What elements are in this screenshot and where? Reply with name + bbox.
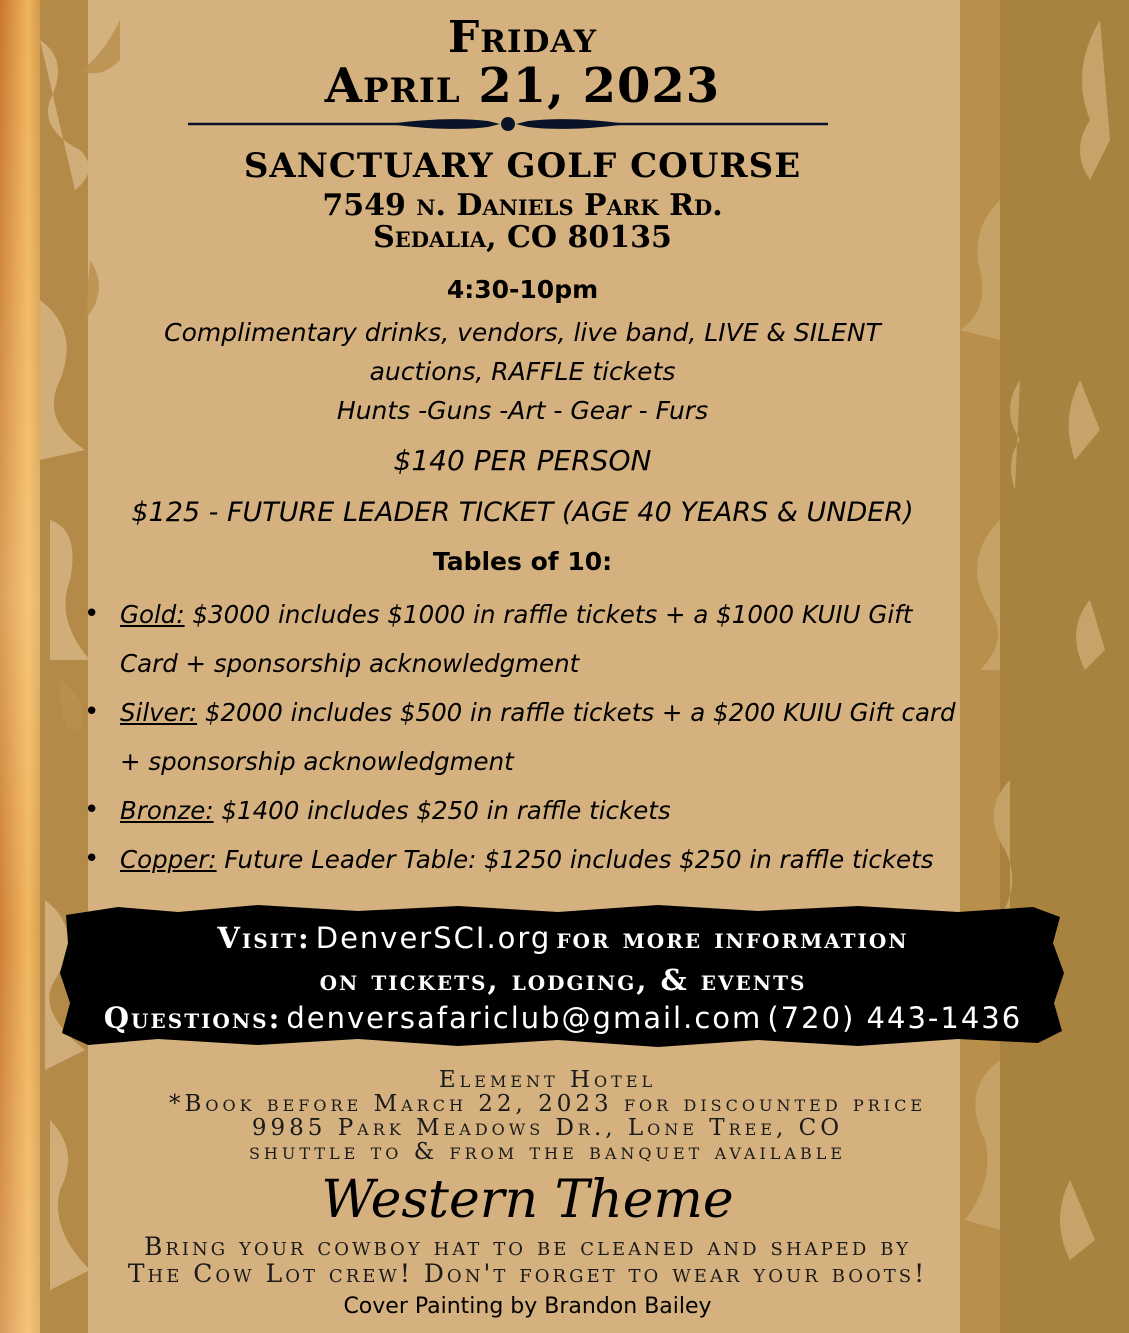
venue-address-street: 7549 n. Daniels Park Rd.: [322, 188, 723, 223]
theme-instructions-line2: The Cow Lot crew! Don't forget to wear your boots!: [127, 1259, 928, 1288]
tier-silver: [84, 688, 984, 786]
cover-credit: Cover Painting by Brandon Bailey: [343, 1294, 712, 1319]
tier-silver-name: Silver:: [120, 698, 198, 727]
tier-gold-desc: $3000 includes $1000 in raffle tickets + a $1000 KUIU Gift: [192, 600, 913, 629]
visit-label: Visit:: [217, 921, 311, 955]
price-per-person: $140 PER PERSON: [393, 444, 652, 477]
tier-gold-desc-cont: Card + sponsorship acknowledgment: [120, 649, 580, 678]
hotel-name: Element Hotel: [438, 1067, 657, 1093]
contact-phone[interactable]: (720) 443-1436: [767, 1001, 1023, 1035]
hotel-booking-note: *Book before March 22, 2023 for discounted price: [168, 1091, 927, 1117]
event-highlights-line2: auctions, RAFFLE tickets: [369, 357, 676, 386]
ornamental-divider: [188, 110, 828, 138]
website-link[interactable]: DenverSCI.org: [315, 921, 552, 955]
event-day: Friday: [447, 12, 598, 63]
hotel-shuttle: shuttle to & from the banquet available: [248, 1139, 847, 1165]
tier-copper-desc: Future Leader Table: $1250 includes $250 in raffle tickets: [224, 845, 934, 874]
banner-line-questions: [58, 1001, 1068, 1035]
price-future-leader: $125 - FUTURE LEADER TICKET (AGE 40 YEARS & UNDER): [131, 497, 914, 528]
event-highlights-line1: Complimentary drinks, vendors, live band, LIVE & SILENT: [164, 318, 881, 347]
tier-bronze: [84, 786, 984, 835]
banner-line-visit: [58, 921, 1068, 955]
more-info-text: for more information: [556, 921, 909, 955]
table-tier-list: [84, 590, 984, 884]
tier-copper: [84, 835, 984, 884]
venue-name: SANCTUARY GOLF COURSE: [243, 146, 802, 186]
hotel-address: 9985 Park Meadows Dr., Lone Tree, CO: [251, 1115, 844, 1141]
info-topics: on tickets, lodging, & events: [319, 963, 807, 997]
event-date: April 21, 2023: [324, 58, 721, 114]
tables-heading: Tables of 10:: [432, 547, 613, 576]
tier-gold: [84, 590, 984, 688]
tier-copper-name: Copper:: [120, 845, 217, 874]
tier-bronze-name: Bronze:: [120, 796, 214, 825]
info-banner: [58, 903, 1068, 1048]
theme-instructions-line1: Bring your cowboy hat to be cleaned and shaped by: [144, 1232, 911, 1261]
tier-silver-desc-cont: + sponsorship acknowledgment: [120, 747, 514, 776]
auction-categories: Hunts -Guns -Art - Gear - Furs: [336, 396, 709, 425]
banner-line-topics: [58, 963, 1068, 997]
tier-gold-name: Gold:: [120, 600, 185, 629]
questions-label: Questions:: [103, 1001, 282, 1035]
contact-email[interactable]: denversafariclub@gmail.com: [286, 1001, 763, 1035]
tier-bronze-desc: $1400 includes $250 in raffle tickets: [221, 796, 671, 825]
tier-silver-desc: $2000 includes $500 in raffle tickets + a $200 KUIU Gift card: [204, 698, 956, 727]
event-time: 4:30-10pm: [446, 275, 599, 304]
venue-address-city: Sedalia, CO 80135: [373, 220, 672, 255]
theme-title: Western Theme: [321, 1170, 734, 1230]
